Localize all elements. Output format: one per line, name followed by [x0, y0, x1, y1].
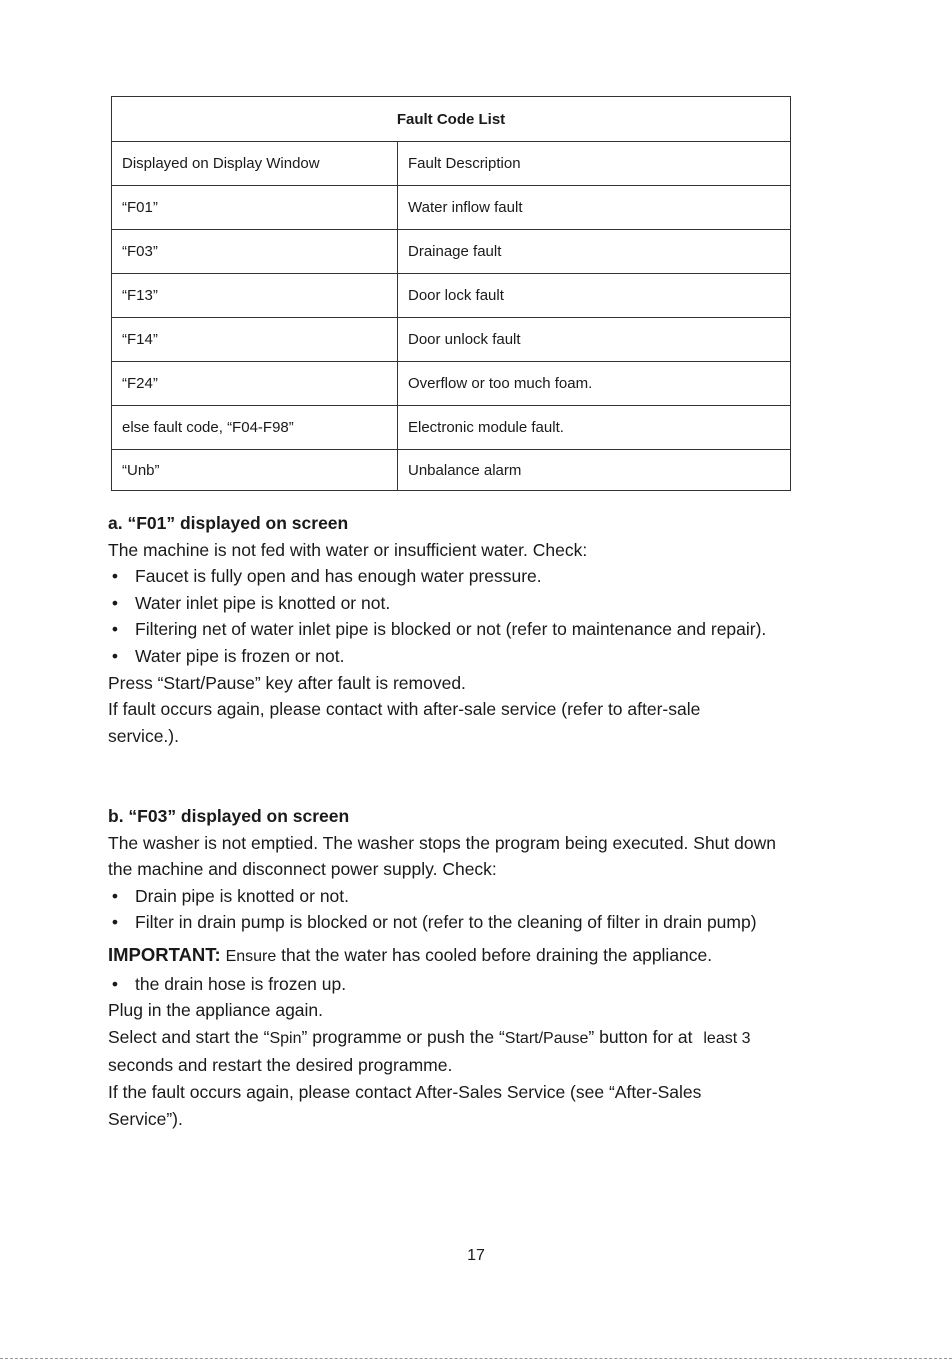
- table-header-row: [112, 142, 791, 186]
- fault-code-cell: “F24”: [112, 362, 398, 406]
- fault-description-cell: Door unlock fault: [398, 318, 791, 362]
- bullet-icon: •: [111, 592, 119, 613]
- fault-description-cell: Drainage fault: [398, 230, 791, 274]
- check-item: [108, 590, 828, 617]
- select-text: ” button for at: [588, 1026, 698, 1047]
- check-item: [108, 971, 828, 998]
- check-item-text: Water pipe is frozen or not.: [135, 645, 345, 666]
- section-intro: The washer is not emptied. The washer stops the program being executed. Shut down the machine and disconnect power supply. Check:: [108, 832, 776, 880]
- bullet-icon: •: [111, 885, 119, 906]
- spin-label: Spin: [269, 1029, 302, 1047]
- check-item-text: the drain hose is frozen up.: [135, 973, 347, 994]
- after-fix-instruction: Press “Start/Pause” key after fault is removed.: [108, 672, 466, 693]
- table-row: [112, 406, 791, 450]
- bullet-icon: •: [111, 912, 119, 933]
- table-row: [112, 362, 791, 406]
- fault-code-cell: “F14”: [112, 318, 398, 362]
- table-row: [112, 450, 791, 491]
- fault-code-cell: “F03”: [112, 230, 398, 274]
- fault-description-cell: Water inflow fault: [398, 186, 791, 230]
- table-row: [112, 186, 791, 230]
- section-f01: [108, 510, 828, 749]
- fault-description-cell: Door lock fault: [398, 274, 791, 318]
- page-number: 17: [467, 1247, 485, 1264]
- check-item: [108, 643, 828, 670]
- check-item: [108, 883, 828, 910]
- table-row: [112, 274, 791, 318]
- check-item: [108, 563, 828, 590]
- check-item: [108, 616, 828, 643]
- check-item-text: Water inlet pipe is knotted or not.: [135, 592, 391, 613]
- contact-instruction: If the fault occurs again, please contact After-Sales Service (see “After-Sales Service”).: [108, 1081, 702, 1129]
- select-instruction: [108, 1024, 828, 1053]
- bullet-icon: •: [111, 619, 119, 640]
- fault-code-cell: else fault code, “F04-F98”: [112, 406, 398, 450]
- bullet-icon: •: [111, 973, 119, 994]
- header-fault-description: Fault Description: [398, 142, 791, 186]
- section-heading: b. “F03” displayed on screen: [108, 806, 350, 826]
- table-title: Fault Code List: [112, 97, 791, 142]
- fault-description-cell: Unbalance alarm: [398, 450, 791, 491]
- table-title-row: [112, 97, 791, 142]
- fault-code-cell: “F13”: [112, 274, 398, 318]
- important-text: that the water has cooled before draining the appliance.: [276, 944, 713, 965]
- fault-code-cell: “Unb”: [112, 450, 398, 491]
- header-display-window: Displayed on Display Window: [112, 142, 398, 186]
- important-note: [108, 942, 828, 971]
- check-item-text: Drain pipe is knotted or not.: [135, 885, 350, 906]
- check-item-text: Filter in drain pump is blocked or not (refer to the cleaning of filter in drain pump): [135, 912, 757, 933]
- section-intro: The machine is not fed with water or insufficient water. Check:: [108, 539, 588, 560]
- page-bottom-divider: [0, 1358, 952, 1359]
- select-instruction-continued: seconds and restart the desired programme.: [108, 1055, 453, 1076]
- fault-code-cell: “F01”: [112, 186, 398, 230]
- section-heading: a. “F01” displayed on screen: [108, 513, 349, 533]
- contact-instruction: If fault occurs again, please contact with after-sale service (refer to after-sale service.).: [108, 699, 701, 746]
- check-item-text: Filtering net of water inlet pipe is blocked or not (refer to maintenance and repair).: [135, 619, 767, 640]
- bullet-icon: •: [111, 645, 119, 666]
- table-row: [112, 318, 791, 362]
- select-text: ” programme or push the “: [301, 1026, 505, 1047]
- table-row: [112, 230, 791, 274]
- important-label: IMPORTANT:: [108, 943, 221, 965]
- important-text-ensure: Ensure: [225, 947, 277, 965]
- check-item: [108, 909, 848, 936]
- section-f03: [108, 803, 828, 1132]
- bullet-icon: •: [111, 566, 119, 587]
- check-item-text: Faucet is fully open and has enough water pressure.: [135, 566, 542, 587]
- select-text: Select and start the “: [108, 1026, 270, 1047]
- fault-code-table: [111, 96, 791, 491]
- start-pause-label: Start/Pause: [504, 1029, 589, 1047]
- fault-description-cell: Electronic module fault.: [398, 406, 791, 450]
- select-text: least 3: [703, 1029, 751, 1047]
- plug-instruction: Plug in the appliance again.: [108, 1000, 324, 1021]
- fault-description-cell: Overflow or too much foam.: [398, 362, 791, 406]
